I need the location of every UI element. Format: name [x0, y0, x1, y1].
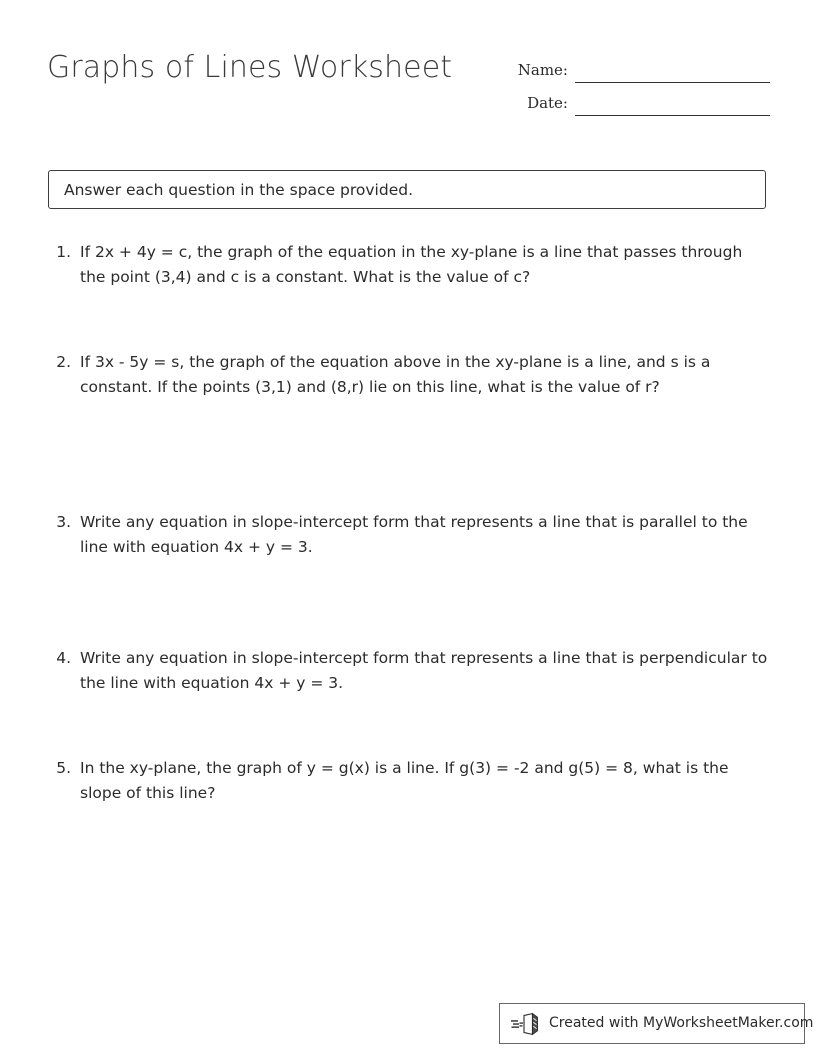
instruction-text: Answer each question in the space provided.	[64, 180, 414, 199]
question-item	[0, 646, 816, 695]
question-number: 4.	[56, 649, 71, 667]
question-item	[0, 240, 816, 289]
name-date-block	[500, 50, 770, 116]
question-item	[0, 510, 816, 559]
footer-badge[interactable]	[499, 1003, 814, 1044]
page-title: Graphs of Lines Worksheet	[47, 50, 453, 85]
question-number: 1.	[56, 243, 71, 261]
question-text: If 2x + 4y = c, the graph of the equation in the xy-plane is a line that passes through the point (3,4) and c is a constant. What is the value of c?	[80, 243, 743, 286]
question-text: If 3x - 5y = s, the graph of the equation above in the xy-plane is a line, and s is a constant. If the points (3,1) and (8,r) lie on this line, what is the value of r?	[80, 353, 711, 396]
date-row	[500, 83, 770, 116]
question-number: 5.	[56, 759, 71, 777]
date-input-line[interactable]	[575, 93, 770, 116]
myworksheetmaker-logo-icon	[510, 1012, 544, 1036]
name-label: Name:	[517, 61, 568, 79]
question-text: In the xy-plane, the graph of y = g(x) is a line. If g(3) = -2 and g(5) = 8, what is the slope of this line?	[80, 759, 729, 802]
question-number: 3.	[56, 513, 71, 531]
instruction-box	[48, 170, 766, 209]
question-number: 2.	[56, 353, 71, 371]
date-label: Date:	[527, 94, 568, 112]
question-text: Write any equation in slope-intercept form that represents a line that is parallel to the line with equation 4x + y = 3.	[80, 513, 748, 556]
question-item	[0, 350, 816, 399]
footer-text: Created with MyWorksheetMaker.com	[549, 1015, 814, 1031]
name-input-line[interactable]	[575, 60, 770, 83]
question-item	[0, 756, 816, 805]
name-row	[500, 50, 770, 83]
question-text: Write any equation in slope-intercept form that represents a line that is perpendicular to the line with equation 4x + y = 3.	[80, 649, 768, 692]
worksheet-header	[0, 0, 816, 140]
